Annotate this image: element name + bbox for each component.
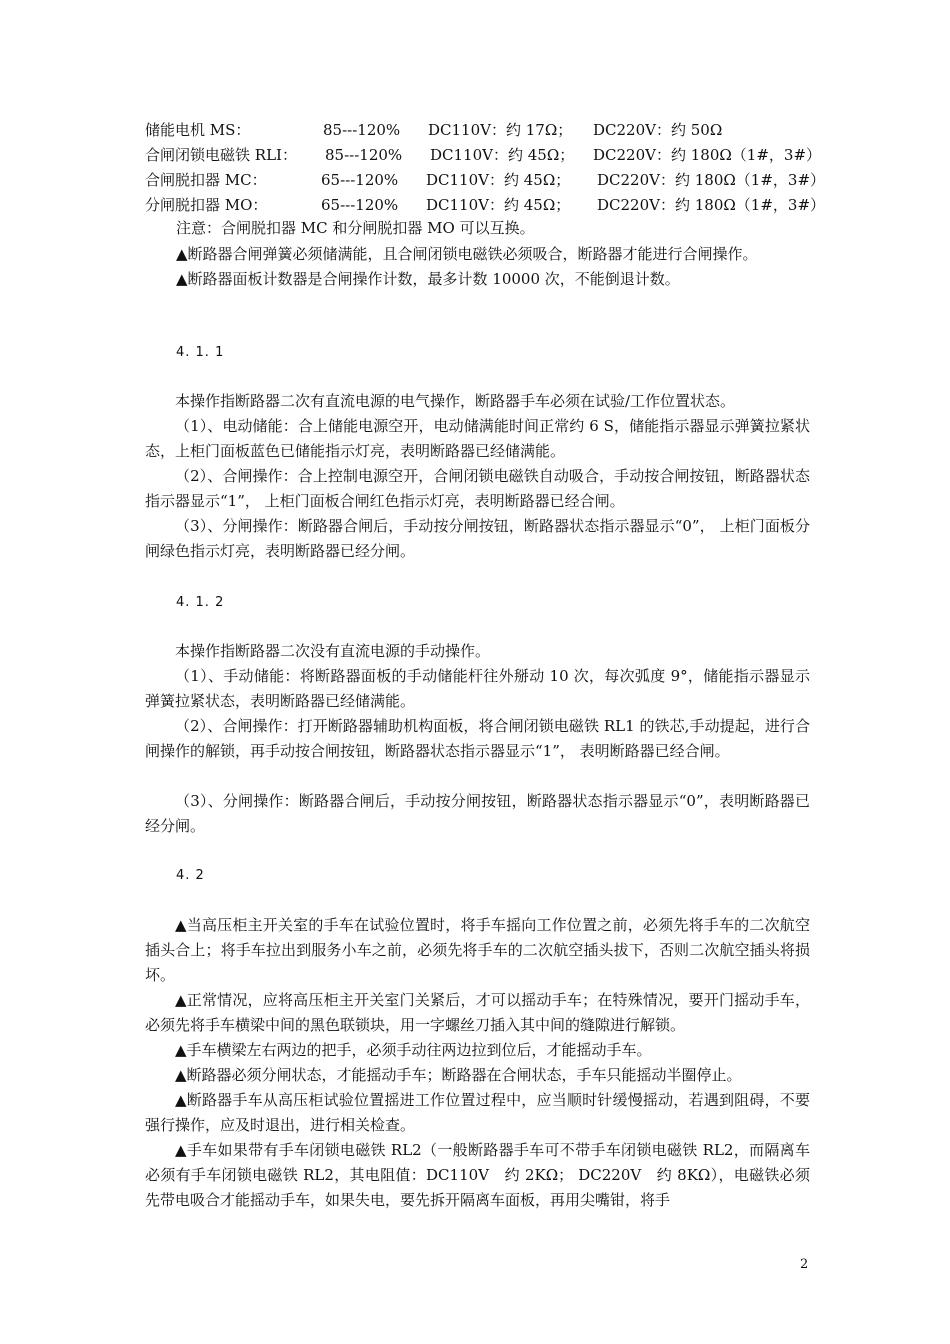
spec-dc220: DC220V：约 180Ω（1#，3#） [597, 171, 826, 189]
spec-dc110: DC110V：约 45Ω； [430, 146, 575, 164]
paragraph: （1）、电动储能：合上储能电源空开，电动储满能时间正常约 6 S，储能指示器显示弹簧拉紧状态，上柜门面板蓝色已储能指示灯亮，表明断路器已经储满能。 [145, 417, 810, 460]
paragraph: 本操作指断路器二次有直流电源的电气操作，断路器手车必须在试验/工作位置状态。 [175, 392, 736, 410]
spec-range: 85---120% [325, 146, 403, 164]
spec-range: 65---120% [321, 196, 399, 214]
paragraph: 本操作指断路器二次没有直流电源的手动操作。 [175, 642, 491, 660]
paragraph: ▲断路器必须分闸状态，才能摇动手车；断路器在合闸状态，手车只能摇动半圈停止。 [175, 1066, 742, 1084]
spec-dc110: DC110V：约 45Ω； [426, 171, 571, 189]
spec-range: 65---120% [321, 171, 399, 189]
spec-range: 85---120% [323, 121, 401, 139]
paragraph: （3）、分闸操作：断路器合闸后，手动按分闸按钮，断路器状态指示器显示“0”，表明断路器已经分闸。 [145, 792, 810, 835]
paragraph: ▲断路器手车从高压柜试验位置摇进工作位置过程中，应当顺时针缓慢摇动，若遇到阻碍，不要强行操作，应及时退出，进行相关检查。 [145, 1091, 810, 1134]
paragraph: ▲当高压柜主开关室的手车在试验位置时，将手车摇向工作位置之前，必须先将手车的二次航空插头合上；将手车拉出到服务小车之前，必须先将手车的二次航空插头拔下，否则二次航空插头将损坏。 [145, 916, 810, 984]
spec-name: 合闸脱扣器 MC： [145, 171, 267, 189]
paragraph: （2）、合闸操作：打开断路器辅助机构面板，将合闸闭锁电磁铁 RL1 的铁芯,手动提起，进行合闸操作的解锁，再手动按合闸按钮，断路器状态指示器显示“1”， 表明断路器已经合闸。 [145, 717, 810, 760]
section-heading-4-2: 4. 2 [176, 868, 205, 883]
note-spring: ▲断路器合闸弹簧必须储满能，且合闸闭锁电磁铁必须吸合，断路器才能进行合闸操作。 [176, 245, 758, 263]
note-counter: ▲断路器面板计数器是合闸操作计数，最多计数 10000 次，不能倒退计数。 [176, 270, 680, 288]
spec-name: 分闸脱扣器 MO： [145, 196, 268, 214]
paragraph: ▲手车如果带有手车闭锁电磁铁 RL2（一般断路器手车可不带手车闭锁电磁铁 RL2，而隔离车必须有手车闭锁电磁铁 RL2，其电阻值：DC110V 约 2KΩ； DC220V 约 8KΩ），电磁铁必须先带电吸合才能摇动手车，如果失电，要先拆开隔离车面板，再用尖嘴钳，将手 [145, 1141, 810, 1209]
page-number: 2 [800, 1257, 809, 1272]
note-interchange: 注意：合闸脱扣器 MC 和分闸脱扣器 MO 可以互换。 [176, 219, 535, 237]
spec-name: 储能电机 MS： [145, 121, 251, 139]
section-heading-4-1-1: 4. 1. 1 [176, 345, 225, 360]
paragraph: ▲手车横梁左右两边的把手，必须手动往两边拉到位后，才能摇动手车。 [175, 1041, 652, 1059]
spec-name: 合闸闭锁电磁铁 RLI： [145, 146, 297, 164]
section-heading-4-1-2: 4. 1. 2 [176, 595, 225, 610]
paragraph: ▲正常情况，应将高压柜主开关室门关紧后，才可以摇动手车；在特殊情况，要开门摇动手车，必须先将手车横梁中间的黑色联锁块，用一字螺丝刀插入其中间的缝隙进行解锁。 [145, 991, 810, 1034]
spec-dc110: DC110V：约 45Ω； [426, 196, 571, 214]
spec-dc220: DC220V：约 50Ω [593, 121, 723, 139]
paragraph: （2）、合闸操作：合上控制电源空开，合闸闭锁电磁铁自动吸合，手动按合闸按钮，断路器状态指示器显示“1”， 上柜门面板合闸红色指示灯亮，表明断路器已经合闸。 [145, 467, 810, 510]
spec-dc220: DC220V：约 180Ω（1#，3#） [597, 196, 826, 214]
paragraph: （3）、分闸操作：断路器合闸后，手动按分闸按钮，断路器状态指示器显示“0”， 上柜门面板分闸绿色指示灯亮，表明断路器已经分闸。 [145, 517, 810, 560]
spec-dc110: DC110V：约 17Ω； [428, 121, 573, 139]
paragraph: （1）、手动储能：将断路器面板的手动储能杆往外掰动 10 次，每次弧度 9°，储能指示器显示弹簧拉紧状态，表明断路器已经储满能。 [145, 667, 810, 710]
spec-dc220: DC220V：约 180Ω（1#，3#） [593, 146, 822, 164]
